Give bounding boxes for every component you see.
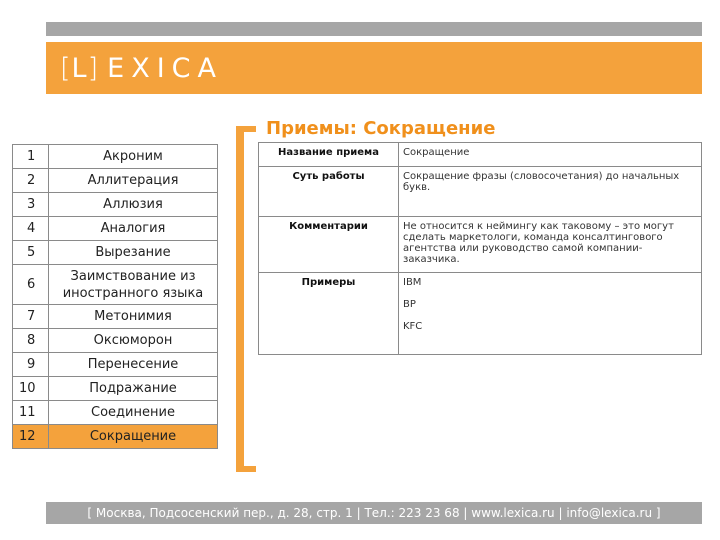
technique-name: Аналогия: [49, 217, 218, 241]
technique-name: Аллитерация: [49, 169, 218, 193]
lexica-logo: [ L ] EXICA: [60, 52, 223, 84]
name-value: Сокращение: [399, 143, 702, 167]
technique-name: Сокращение: [49, 425, 218, 449]
example-item: KFC: [403, 321, 423, 332]
technique-row: [13, 265, 218, 305]
technique-name: Соединение: [49, 401, 218, 425]
examples-label: Примеры: [259, 273, 399, 355]
technique-name: Оксюморон: [49, 329, 218, 353]
technique-row: [13, 305, 218, 329]
details-row-name: [259, 143, 702, 167]
technique-number: 9: [13, 353, 49, 377]
technique-row: [13, 377, 218, 401]
essence-label: Суть работы: [259, 167, 399, 217]
technique-row: [13, 145, 218, 169]
technique-number: 7: [13, 305, 49, 329]
example-item: BP: [403, 299, 416, 310]
technique-name: Акроним: [49, 145, 218, 169]
details-row-essence: [259, 167, 702, 217]
technique-number: 1: [13, 145, 49, 169]
technique-name: Аллюзия: [49, 193, 218, 217]
technique-row: [13, 401, 218, 425]
technique-number: 2: [13, 169, 49, 193]
technique-number: 8: [13, 329, 49, 353]
technique-number: 6: [13, 265, 49, 305]
essence-value: Сокращение фразы (словосочетания) до начальных букв.: [399, 167, 702, 217]
technique-number: 12: [13, 425, 49, 449]
top-gray-stripe: [46, 22, 702, 36]
technique-name: Вырезание: [49, 241, 218, 265]
technique-row: [13, 217, 218, 241]
details-row-examples: [259, 273, 702, 355]
examples-value: [399, 273, 702, 355]
technique-number: 4: [13, 217, 49, 241]
technique-number: 10: [13, 377, 49, 401]
slide-title: Приемы: Сокращение: [266, 118, 496, 139]
technique-name: Перенесение: [49, 353, 218, 377]
technique-number: 3: [13, 193, 49, 217]
techniques-table: [12, 144, 218, 449]
technique-row: [13, 353, 218, 377]
technique-row: [13, 329, 218, 353]
comments-label: Комментарии: [259, 217, 399, 273]
technique-row-active: [13, 425, 218, 449]
technique-row: [13, 193, 218, 217]
technique-row: [13, 241, 218, 265]
name-label: Название приема: [259, 143, 399, 167]
technique-number: 11: [13, 401, 49, 425]
technique-row: [13, 169, 218, 193]
technique-name: Заимствование из иностранного языка: [49, 265, 218, 305]
footer-contacts: [ Москва, Подсосенский пер., д. 28, стр. 1 | Тел.: 223 23 68 | www.lexica.ru | info@lexica.ru ]: [46, 502, 702, 524]
comments-value: Не относится к неймингу как таковому – это могут сделать маркетологи, команда консалтингового агентства или руководство самой компании-заказчика.: [399, 217, 702, 273]
example-item: IBM: [403, 277, 422, 288]
technique-name: Подражание: [49, 377, 218, 401]
technique-name: Метонимия: [49, 305, 218, 329]
technique-details-table: [258, 142, 702, 355]
technique-number: 5: [13, 241, 49, 265]
details-row-comments: [259, 217, 702, 273]
orange-bracket-decoration: [236, 126, 256, 472]
